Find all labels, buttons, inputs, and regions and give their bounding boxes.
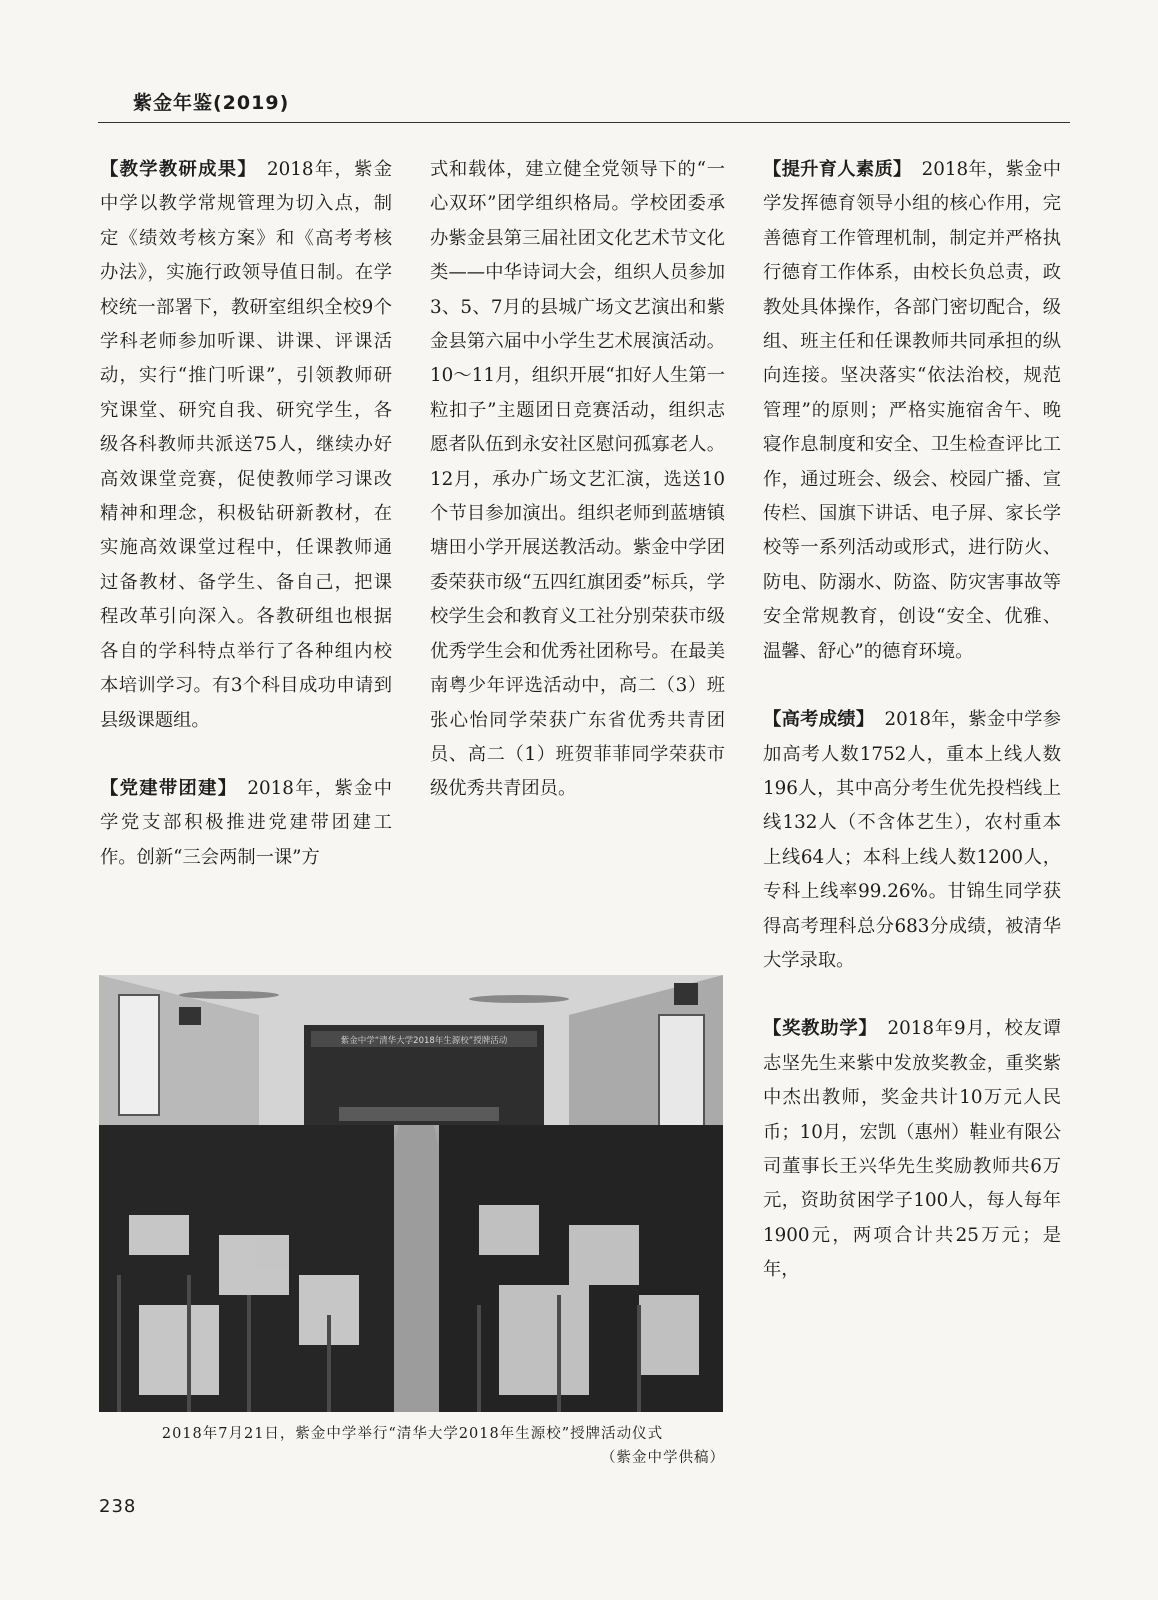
section-party <box>100 772 392 875</box>
ceremony-photo-illustration <box>99 975 723 1412</box>
section-body-exam: 2018年，紫金中学参加高考人数1752人，重本上线人数196人，其中高分考生优先投档线上线132人（不含体艺生），农村重本上线64人；本科上线人数1200人，专科上线率99.26%。甘锦生同学获得高考理科总分683分成绩，被清华大学录取。 <box>763 709 1061 971</box>
running-header-title: 紫金年鉴(2019) <box>133 92 290 114</box>
section-body-party-part2: 式和载体，建立健全党领导下的“一心双环”团学组织格局。学校团委承办紫金县第三届社团文化艺术节文化类——中华诗词大会，组织人员参加3、5、7月的县城广场文艺演出和紫金县第六届中小学生艺术展演活动。10～11月，组织开展“扣好人生第一粒扣子”主题团日竞赛活动，组织志愿者队伍到永安社区慰问孤寡老人。12月，承办广场文艺汇演，选送10个节目参加演出。组织老师到蓝塘镇塘田小学开展送教活动。紫金中学团委荣获市级“五四红旗团委”标兵，学校学生会和教育义工社分别荣获市级优秀学生会和优秀社团称号。在最美南粤少年评选活动中，高二（3）班张心怡同学荣获广东省优秀共青团员、高二（1）班贺菲菲同学荣获市级优秀共青团员。 <box>430 159 725 800</box>
column-2 <box>430 153 725 807</box>
section-body-teaching: 2018年，紫金中学以教学常规管理为切入点，制定《绩效考核方案》和《高考考核办法》，实施行政领导值日制。在学校统一部署下，教研室组织全校9个学科老师参加听课、讲课、评课活动，实行“推门听课”，引领教师研究课堂、研究自我、研究学生，各级各科教师共派送75人，继续办好高效课堂竞赛，促使教师学习课改精神和理念，积极钻研新教材，在实施高效课堂过程中，任课教师通过备教材、备学生、备自己，把课程改革引向深入。各教研组也根据各自的学科特点举行了各种组内校本培训学习。有3个科目成功申请到县级课题组。 <box>100 159 392 731</box>
column-1 <box>100 153 392 875</box>
section-heading-party: 【党建带团建】 <box>100 777 238 799</box>
header-rule <box>98 122 1070 123</box>
section-moral <box>763 153 1061 669</box>
photo-caption-credit: （紫金中学供稿） <box>601 1450 725 1466</box>
section-party-continued <box>430 153 725 807</box>
section-exam <box>763 703 1061 978</box>
column-3 <box>763 153 1061 1288</box>
section-heading-moral: 【提升育人素质】 <box>763 159 912 180</box>
section-heading-award: 【奖教助学】 <box>763 1018 878 1040</box>
section-body-party-part1: 2018年，紫金中学党支部积极推进党建带团建工作。创新“三会两制一课”方 <box>100 777 392 868</box>
section-body-award: 2018年9月，校友谭志坚先生来紫中发放奖教金，重奖紫中杰出教师，奖金共计10万元人民币；10月，宏凯（惠州）鞋业有限公司董事长王兴华先生奖励教师共6万元，资助贫困学子100人，每人每年1900元，两项合计共25万元；是年， <box>763 1018 1062 1281</box>
section-heading-teaching: 【教学教研成果】 <box>100 159 257 180</box>
photo-caption-text: 2018年7月21日，紫金中学举行“清华大学2018年生源校”授牌活动仪式 <box>161 1426 664 1442</box>
section-award <box>763 1012 1061 1287</box>
section-teaching <box>100 153 392 738</box>
section-body-moral: 2018年，紫金中学发挥德育领导小组的核心作用，完善德育工作管理机制，制定并严格执行德育工作体系，由校长负总责，政教处具体操作，各部门密切配合，级组、班主任和任课教师共同承担的纵向连接。坚决落实“依法治校，规范管理”的原则；严格实施宿舍午、晚寝作息制度和安全、卫生检查评比工作，通过班会、级会、校园广播、宣传栏、国旗下讲话、电子屏、家长学校等一系列活动或形式，进行防火、防电、防溺水、防盗、防灾害事故等安全常规教育，创设“安全、优雅、温馨、舒心”的德育环境。 <box>763 159 1062 662</box>
stage-banner-text: 紫金中学“清华大学2018年生源校”授牌活动 <box>340 1036 508 1046</box>
page-number: 238 <box>99 1496 137 1517</box>
photo-caption <box>100 1422 725 1470</box>
section-heading-exam: 【高考成绩】 <box>763 709 875 731</box>
ceremony-photo <box>99 975 723 1412</box>
